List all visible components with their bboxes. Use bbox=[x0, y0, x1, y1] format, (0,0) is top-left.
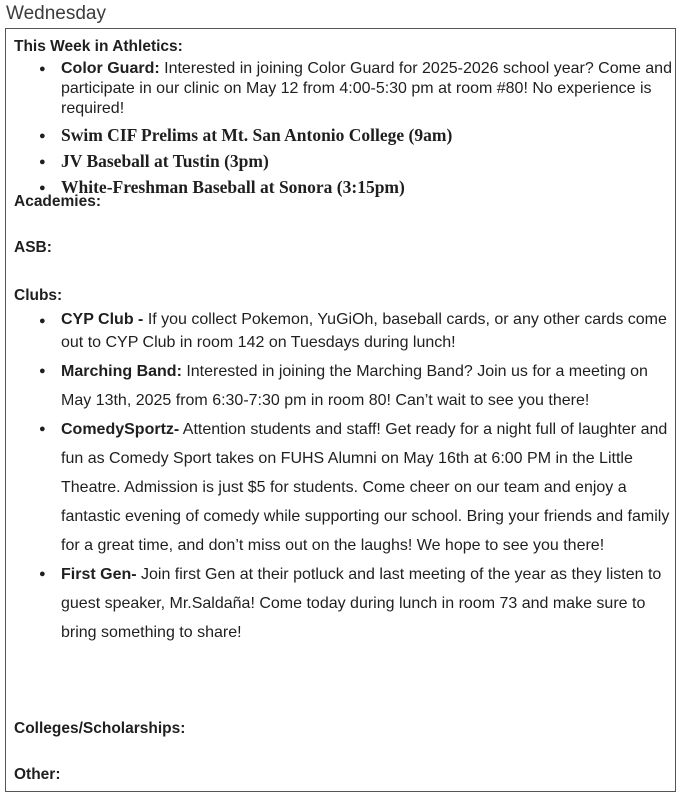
club-text: If you collect Pokemon, YuGiOh, baseball cards, or any other cards come out to CYP Club in room 142 on Tuesdays during lunch! bbox=[61, 311, 667, 351]
athletics-event: White-Freshman Baseball at Sonora (3:15pm) bbox=[61, 177, 405, 197]
bullet-icon: ● bbox=[39, 63, 46, 75]
color-guard-text: Interested in joining Color Guard for 2025-2026 school year? Come and participate in our clinic on May 12 from 4:00-5:30 pm at room #80! No experience is required! bbox=[61, 60, 672, 117]
academies-heading: Academies: bbox=[14, 193, 102, 210]
list-item bbox=[6, 308, 675, 354]
bullet-icon: ● bbox=[39, 130, 46, 142]
list-item bbox=[6, 415, 675, 560]
athletics-event: Swim CIF Prelims at Mt. San Antonio College (9am) bbox=[61, 125, 453, 145]
bullet-icon: ● bbox=[39, 156, 46, 168]
club-text: Join first Gen at their potluck and last meeting of the year as they listen to guest speaker, Mr.Saldaña! Come today during lunch in room 73 and make sure to bring something to share! bbox=[61, 566, 662, 641]
announcements-box bbox=[5, 28, 676, 792]
athletics-event: JV Baseball at Tustin (3pm) bbox=[61, 151, 269, 171]
list-item bbox=[6, 560, 675, 647]
club-label: Marching Band: bbox=[61, 363, 182, 380]
color-guard-label: Color Guard: bbox=[61, 60, 160, 77]
clubs-list bbox=[6, 308, 675, 647]
list-item bbox=[6, 357, 675, 415]
colleges-heading: Colleges/Scholarships: bbox=[14, 720, 186, 737]
athletics-heading: This Week in Athletics: bbox=[14, 38, 183, 55]
athletics-list bbox=[6, 59, 675, 199]
club-label: First Gen- bbox=[61, 566, 137, 583]
bullet-icon: ● bbox=[39, 568, 46, 580]
bullet-icon: ● bbox=[39, 315, 46, 327]
club-label: ComedySportz- bbox=[61, 421, 180, 438]
club-text: Attention students and staff! Get ready for a night full of laughter and fun as Comedy Sport takes on FUHS Alumni on May 16th at 6:00 PM in the Little Theatre. Admission is just $5 for students. Come cheer on our team and enjoy a fantastic evening of comedy while supporting our school. Bring your friends and family for a great time, and don’t miss out on the laughs! We hope to see you there! bbox=[61, 421, 670, 554]
list-item bbox=[6, 125, 675, 147]
bullet-icon: ● bbox=[39, 423, 46, 435]
other-heading: Other: bbox=[14, 766, 61, 783]
list-item bbox=[6, 151, 675, 173]
asb-heading: ASB: bbox=[14, 239, 52, 256]
day-title: Wednesday bbox=[6, 3, 106, 24]
bullet-icon: ● bbox=[39, 365, 46, 377]
clubs-heading: Clubs: bbox=[14, 287, 63, 304]
bullet-icon: ● bbox=[39, 182, 46, 194]
club-label: CYP Club - bbox=[61, 311, 144, 328]
club-text: Interested in joining the Marching Band? Join us for a meeting on May 13th, 2025 from 6:30-7:30 pm in room 80! Can’t wait to see you there! bbox=[61, 363, 648, 409]
list-item bbox=[6, 59, 675, 119]
list-item bbox=[6, 177, 675, 199]
